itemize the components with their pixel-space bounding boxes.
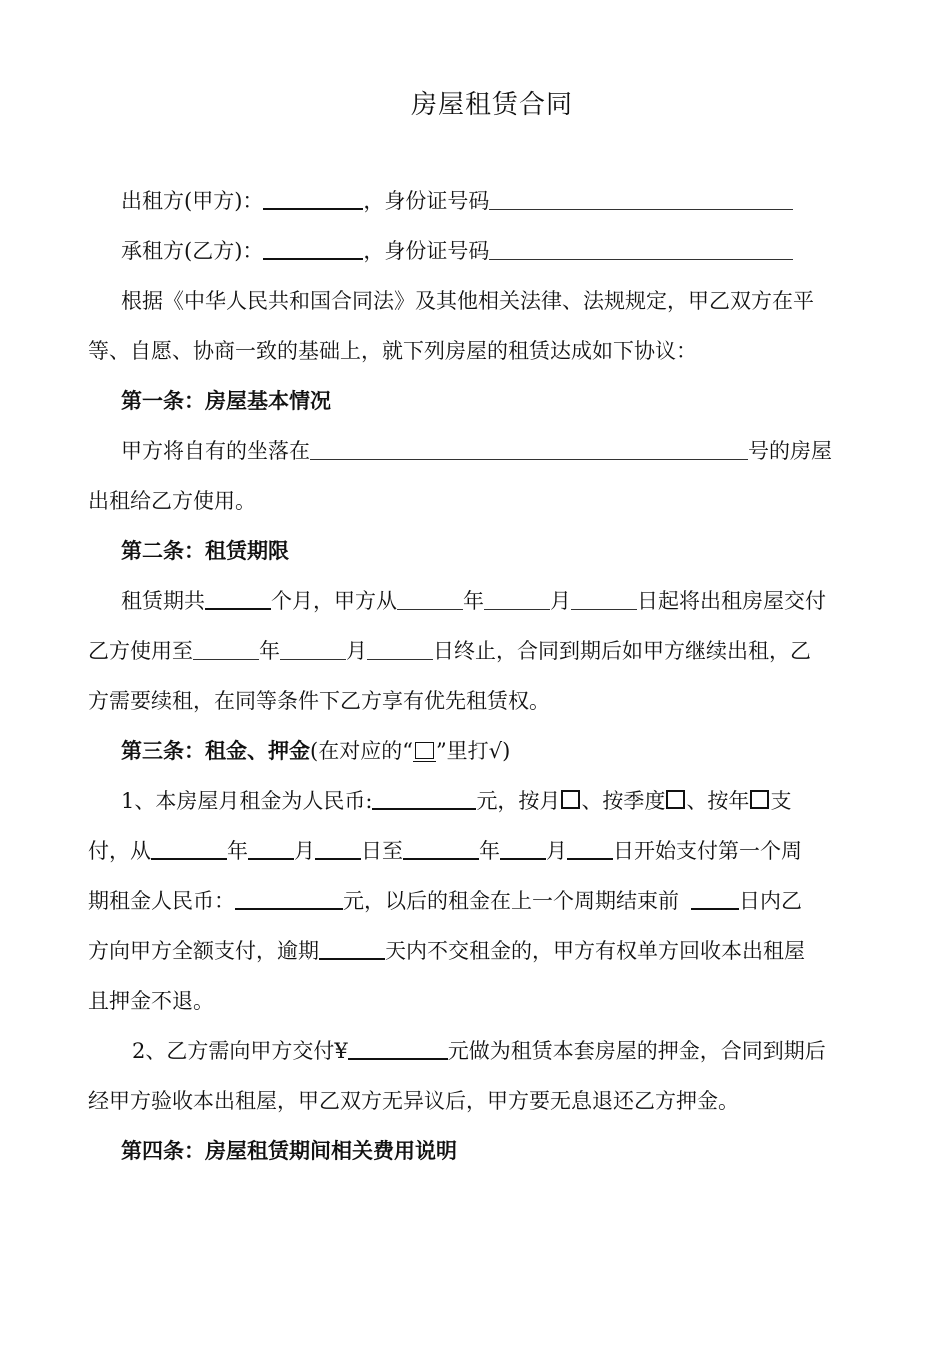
- article-2-line-1: [121, 586, 901, 616]
- note-close: ): [502, 739, 511, 763]
- pay-quarterly-checkbox[interactable]: [666, 790, 685, 809]
- start-month-blank[interactable]: [484, 587, 550, 610]
- article-3-heading-line: [121, 736, 901, 766]
- address-prefix: 甲方将自有的坐落在: [121, 439, 310, 463]
- overdue-prefix: 方向甲方全额支付，逾期: [88, 939, 319, 963]
- period-start-month-blank[interactable]: [248, 836, 294, 860]
- days-suffix: 日内乙: [739, 889, 802, 913]
- end-day-blank[interactable]: [367, 637, 433, 660]
- first-rent-blank[interactable]: [235, 886, 343, 910]
- year-label: 年: [463, 589, 484, 613]
- checkbox-icon: [415, 742, 434, 759]
- party-b-label: 承租方(乙方)：: [121, 239, 264, 263]
- party-b-id-blank[interactable]: [489, 237, 793, 260]
- start-year-blank[interactable]: [397, 587, 463, 610]
- start-day-blank[interactable]: [571, 587, 637, 610]
- article-3-p1-line-4: [88, 936, 868, 966]
- article-3-p2-line-2: 经甲方验收本出租屋，甲乙双方无异议后，甲方要无息退还乙方押金。: [88, 1089, 739, 1113]
- overdue-text: 天内不交租金的，甲方有权单方回收本出租屋: [385, 939, 805, 963]
- month-label: 月: [294, 839, 315, 863]
- party-a-id-blank[interactable]: [489, 187, 793, 210]
- end-year-blank[interactable]: [193, 637, 259, 660]
- month-label: 月: [346, 639, 367, 663]
- article-3-p1-line-3: [88, 886, 868, 916]
- rent-prefix: 1、本房屋月租金为人民币:: [121, 789, 373, 813]
- preamble-line-2: 等、自愿、协商一致的基础上，就下列房屋的租赁达成如下协议：: [88, 339, 697, 363]
- note-open: (在对应的“: [310, 739, 413, 763]
- pay-monthly-label: 元，按月: [476, 789, 561, 813]
- period-start-year-blank[interactable]: [151, 836, 227, 860]
- term-from-label: 个月，甲方从: [271, 589, 397, 613]
- party-a-id-label: ，身份证号码: [363, 189, 490, 213]
- party-b-name-blank[interactable]: [263, 236, 363, 260]
- article-2-line-3: 方需要续租，在同等条件下乙方享有优先租赁权。: [88, 689, 550, 713]
- article-1-line-1: [121, 436, 901, 466]
- party-a-label: 出租方(甲方)：: [121, 189, 264, 213]
- pay-suffix: 支: [770, 789, 792, 813]
- party-a-line: [121, 186, 901, 216]
- article-3-p1-line-1: [121, 786, 901, 816]
- note-mid: ”里打: [435, 739, 489, 763]
- pay-quarterly-label: 、按季度: [581, 789, 666, 813]
- address-suffix: 号的房屋: [748, 439, 832, 463]
- article-4-heading: 第四条：房屋租赁期间相关费用说明: [121, 1138, 457, 1163]
- deposit-text: 元做为租赁本套房屋的押金，合同到期后: [447, 1039, 826, 1063]
- period-to-label: 日至: [361, 839, 403, 863]
- pay-monthly-checkbox[interactable]: [561, 790, 580, 809]
- handover-text: 日起将出租房屋交付: [637, 589, 826, 613]
- later-rent-text: 元，以后的租金在上一个周期结束前: [343, 889, 679, 913]
- term-months-blank[interactable]: [205, 586, 271, 610]
- period-end-month-blank[interactable]: [500, 836, 546, 860]
- deposit-blank[interactable]: [348, 1036, 448, 1060]
- article-3-p2-line-1: [132, 1036, 912, 1066]
- month-label: 月: [546, 839, 567, 863]
- period-end-day-blank[interactable]: [567, 836, 613, 860]
- month-label: 月: [550, 589, 571, 613]
- period-end-year-blank[interactable]: [403, 836, 479, 860]
- period-start-day-blank[interactable]: [315, 836, 361, 860]
- pay-yearly-checkbox[interactable]: [750, 790, 769, 809]
- days-before-blank[interactable]: [691, 886, 739, 910]
- party-b-line: [121, 236, 901, 266]
- party-b-id-label: ，身份证号码: [363, 239, 490, 263]
- article-1-line-2: 出租给乙方使用。: [88, 489, 256, 513]
- article-1-heading: 第一条：房屋基本情况: [121, 388, 331, 413]
- article-3-p1-line-2: [88, 836, 868, 866]
- overdue-days-blank[interactable]: [319, 936, 385, 960]
- first-rent-label: 期租金人民币：: [88, 889, 235, 913]
- article-2-heading: 第二条：租赁期限: [121, 538, 289, 563]
- term-prefix: 租赁期共: [121, 589, 205, 613]
- end-prefix: 乙方使用至: [88, 639, 193, 663]
- check-mark-icon: √: [488, 739, 503, 763]
- monthly-rent-blank[interactable]: [372, 786, 476, 810]
- address-blank[interactable]: [310, 437, 748, 460]
- document-title: 房屋租赁合同: [410, 90, 573, 120]
- article-2-line-2: [88, 636, 868, 666]
- year-label: 年: [479, 839, 500, 863]
- period-from-label: 付，从: [88, 839, 151, 863]
- article-3-p1-line-5: 且押金不退。: [88, 989, 214, 1013]
- pay-yearly-label: 、按年: [686, 789, 750, 813]
- end-month-blank[interactable]: [280, 637, 346, 660]
- preamble-line-1: 根据《中华人民共和国合同法》及其他相关法律、法规规定，甲乙双方在平: [121, 289, 814, 313]
- year-label: 年: [227, 839, 248, 863]
- first-period-text: 日开始支付第一个周: [613, 839, 802, 863]
- deposit-prefix: 2、乙方需向甲方交付¥: [132, 1039, 348, 1063]
- party-a-name-blank[interactable]: [263, 186, 363, 210]
- year-label: 年: [259, 639, 280, 663]
- end-text: 日终止，合同到期后如甲方继续出租，乙: [433, 639, 811, 663]
- article-3-heading: 第三条：租金、押金: [121, 738, 310, 763]
